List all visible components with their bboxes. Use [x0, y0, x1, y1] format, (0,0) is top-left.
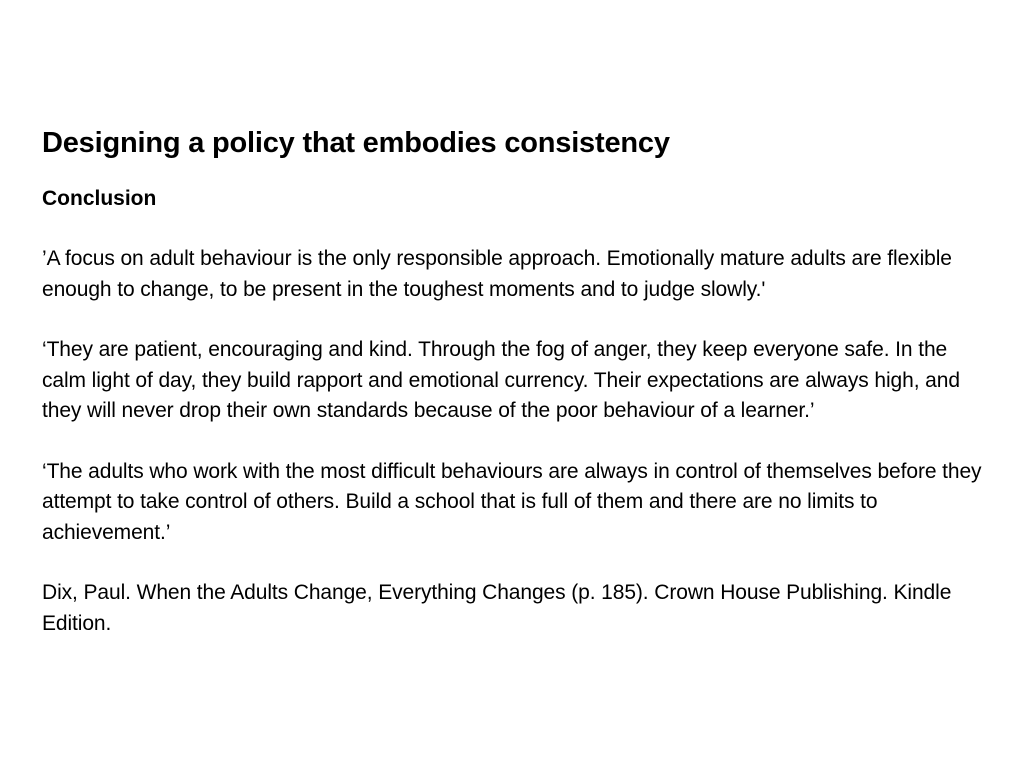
- slide-content: [42, 124, 987, 639]
- quote-paragraph-3: ‘The adults who work with the most difficult behaviours are always in control of themselves before they attempt to take control of others. Build a school that is full of them and there are no limits to achievement.’: [42, 459, 982, 544]
- quote-paragraph-1: ’A focus on adult behaviour is the only responsible approach. Emotionally mature adults are flexible enough to change, to be present in the toughest moments and to judge slowly.': [42, 247, 952, 301]
- slide-title: Designing a policy that embodies consistency: [42, 127, 670, 159]
- citation: Dix, Paul. When the Adults Change, Everything Changes (p. 185). Crown House Publishing. Kindle Edition.: [42, 581, 952, 635]
- quote-paragraph-2: ‘They are patient, encouraging and kind. Through the fog of anger, they keep everyone safe. In the calm light of day, they build rapport and emotional currency. Their expectations are always high, and they will never drop their own standards because of the poor behaviour of a learner.’: [42, 338, 960, 422]
- section-heading: Conclusion: [42, 187, 157, 210]
